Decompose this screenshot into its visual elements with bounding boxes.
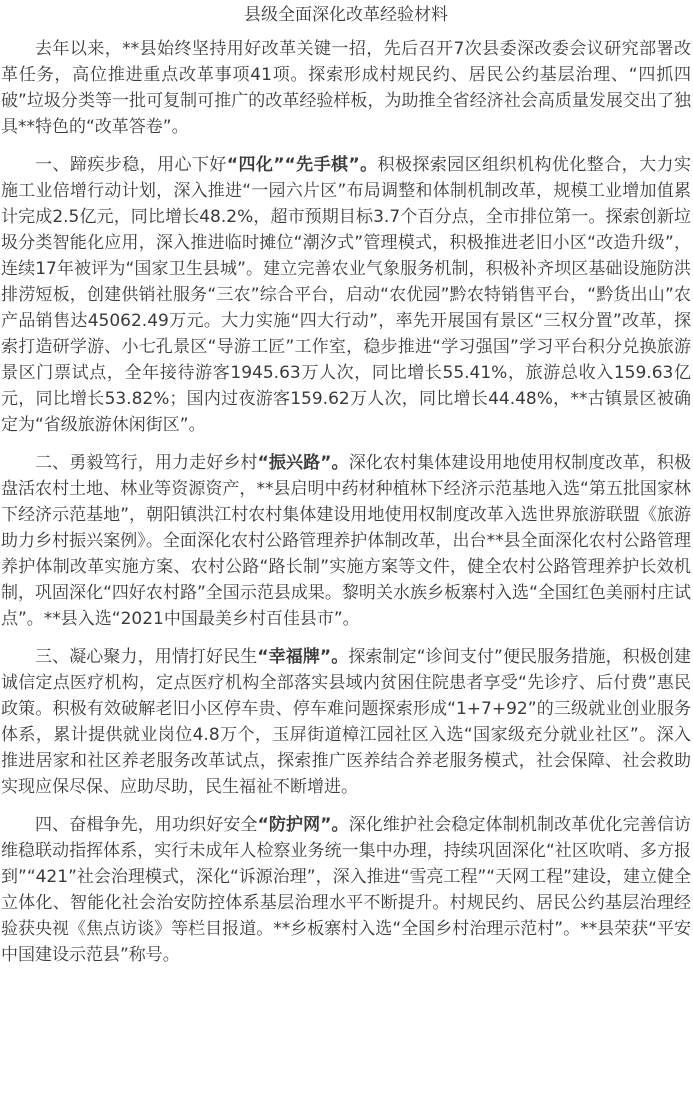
section-heading-emphasis: “四化”“先手棋”。	[226, 155, 378, 175]
paragraph-section-1	[1, 152, 691, 438]
section-heading-emphasis: “振兴路”。	[257, 453, 349, 473]
section-heading-emphasis: “防护网”。	[257, 815, 349, 835]
paragraph-section-4	[1, 812, 691, 968]
paragraph-section-2	[1, 450, 691, 632]
paragraph-intro	[1, 36, 691, 140]
section-heading: 三、凝心聚力，用情打好民生	[35, 647, 258, 667]
paragraph-text: 积极探索园区组织机构优化整合，大力实施工业倍增行动计划，深入推进“一园六片区”布局调整和体制机制改革，规模工业增加值累计完成2.5亿元，同比增长48.2%，超市预期目标3.7个百分点，全市排位第一。探索创新垃圾分类智能化应用，深入推进临时摊位“潮汐式”管理模式，积极推进老旧小区“改造升级”，连续17年被评为“国家卫生县城”。建立完善农业气象服务机制，积极补齐坝区基础设施防洪排涝短板，创建供销社服务“三农”综合平台，启动“农优园”黔农特销售平台，“黔货出山”农产品销售达45062.49万元。大力实施“四大行动”，率先开展国有景区“三权分置”改革，探索打造研学游、小七孔景区“导游工匠”工作室，稳步推进“学习强国”学习平台积分兑换旅游景区门票试点，全年接待游客1945.63万人次，同比增长55.41%，旅游总收入159.63亿元，同比增长53.82%；国内过夜游客159.62万人次，同比增长44.48%，**古镇景区被确定为“省级旅游休闲街区”。	[1, 155, 692, 435]
paragraph-text: 深化维护社会稳定体制机制改革优化完善信访维稳联动指挥体系，实行未成年人检察业务统一集中办理，持续巩固深化“社区吹哨、多方报到”“421”社会治理模式，深化“诉源治理”，深入推进“雪亮工程”“天网工程”建设，建立健全立体化、智能化社会治安防控体系基层治理水平不断提升。村规民约、居民公约基层治理经验获央视《焦点访谈》等栏目报道。**乡板寨村入选“全国乡村治理示范村”。**县荣获“平安中国建设示范县”称号。	[1, 815, 692, 965]
document-title: 县级全面深化改革经验材料	[244, 5, 448, 25]
section-heading: 二、勇毅笃行，用力走好乡村	[35, 453, 258, 473]
paragraph-text: 深化农村集体建设用地使用权制度改革，积极盘活农村土地、林业等资源资产，**县启明中药材种植林下经济示范基地入选“第五批国家林下经济示范基地”，朝阳镇洪江村农村集体建设用地使用权制度改革入选世界旅游联盟《旅游助力乡村振兴案例》。全面深化农村公路管理养护体制改革，出台**县全面深化农村公路管理养护体制改革实施方案、农村公路“路长制”实施方案等文件，健全农村公路管理养护长效机制，巩固深化“四好农村路”全国示范县成果。黎明关水族乡板寨村入选“全国红色美丽村庄试点”。**县入选“2021中国最美乡村百佳县市”。	[1, 453, 692, 629]
section-heading: 一、蹄疾步稳，用心下好	[35, 155, 227, 175]
section-heading-emphasis: “幸福牌”。	[257, 647, 349, 667]
paragraph-text: 去年以来，**县始终坚持用好改革关键一招，先后召开7次县委深改委会议研究部署改革任务，高位推进重点改革事项41项。探索形成村规民约、居民公约基层治理、“四抓四破”垃圾分类等一批可复制可推广的改革经验样板，为助推全省经济社会高质量发展交出了独具**特色的“改革答卷”。	[1, 39, 691, 137]
paragraph-section-3	[1, 644, 691, 800]
section-heading: 四、奋楫争先，用功织好安全	[35, 815, 258, 835]
paragraph-text: 探索制定“诊间支付”便民服务措施，积极创建诚信定点医疗机构，定点医疗机构全部落实县域内贫困住院患者享受“先诊疗、后付费”惠民政策。积极有效破解老旧小区停车贵、停车难问题探索形成“1+7+92”的三级就业创业服务体系，累计提供就业岗位4.8万个，玉屏街道樟江园社区入选“国家级充分就业社区”。深入推进居家和社区养老服务改革试点，探索推广医养结合养老服务模式，社会保障、社会救助实现应保尽保、应助尽助，民生福祉不断增进。	[1, 647, 691, 797]
